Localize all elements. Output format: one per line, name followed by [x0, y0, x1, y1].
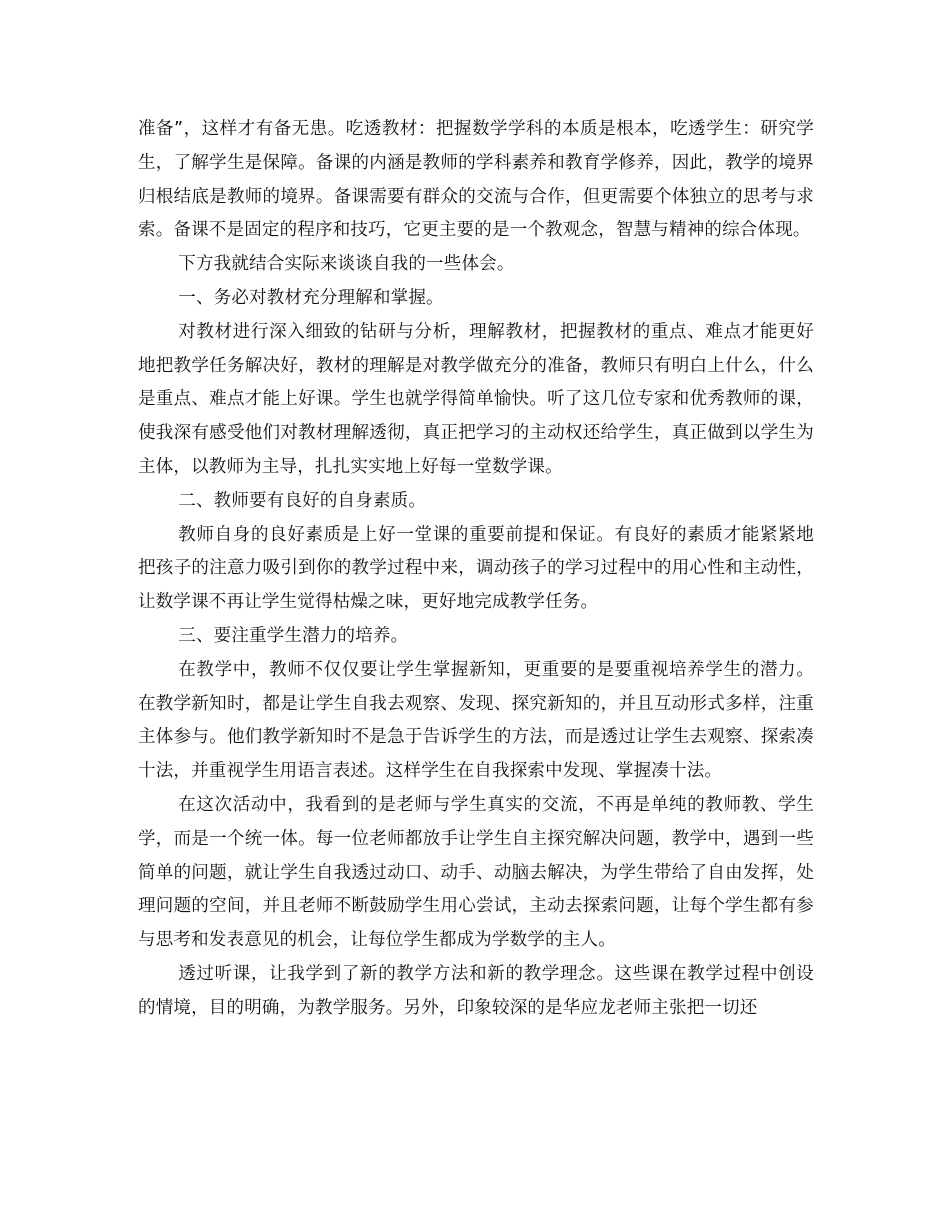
paragraph-3: 对教材进行深入细致的钻研与分析，理解教材，把握教材的重点、难点才能更好地把教学任务解决好，教材的理解是对教学做充分的准备，教师只有明白上什么，什么是重点、难点才能上好课。学生也就学得简单愉快。听了这几位专家和优秀教师的课，使我深有感受他们对教材理解透彻，真正把学习的主动权还给学生，真正做到以学生为主体，以教师为主导，扎扎实实地上好每一堂数学课。 — [138, 321, 814, 477]
section-heading-3: 三、要注重学生潜力的培养。 — [178, 625, 409, 646]
paragraph-5: 在教学中，教师不仅仅要让学生掌握新知，更重要的是要重视培养学生的潜力。在教学新知时，都是让学生自我去观察、发现、探究新知的，并且互动形式多样，注重主体参与。他们教学新知时不是急于告诉学生的方法，而是透过让学生去观察、探索凑十法，并重视学生用语言表述。这样学生在自我探索中发现、掌握凑十法。 — [138, 659, 814, 782]
section-heading-2: 二、教师要有良好的自身素质。 — [178, 490, 427, 511]
paragraph-2: 下方我就结合实际来谈谈自我的一些体会。 — [178, 254, 515, 275]
paragraph-7: 透过听课，让我学到了新的教学方法和新的教学理念。这些课在教学过程中创设的情境，目的明确，为教学服务。另外，印象较深的是华应龙老师主张把一切还 — [138, 963, 814, 1018]
paragraph-4: 教师自身的良好素质是上好一堂课的重要前提和保证。有良好的素质才能紧紧地把孩子的注意力吸引到你的教学过程中来，调动孩子的学习过程中的用心性和主动性，让数学课不再让学生觉得枯燥之味，更好地完成教学任务。 — [138, 524, 814, 613]
section-heading-1: 一、务必对教材充分理解和掌握。 — [178, 287, 444, 308]
paragraph-1: 准备”，这样才有备无患。吃透教材：把握数学学科的本质是根本，吃透学生：研究学生，了解学生是保障。备课的内涵是教师的学科素养和教育学修养，因此，教学的境界归根结底是教师的境界。备课需要有群众的交流与合作，但更需要个体独立的思考与求索。备课不是固定的程序和技巧，它更主要的是一个教观念，智慧与精神的综合体现。 — [138, 119, 814, 241]
paragraph-6: 在这次活动中，我看到的是老师与学生真实的交流，不再是单纯的教师教、学生学，而是一个统一体。每一位老师都放手让学生自主探究解决问题，教学中，遇到一些简单的问题，就让学生自我透过动口、动手、动脑去解决，为学生带给了自由发挥，处理问题的空间，并且老师不断鼓励学生用心尝试，主动去探索问题，让每个学生都有参与思考和发表意见的机会，让每位学生都成为学数学的主人。 — [138, 794, 814, 951]
document-body — [138, 113, 814, 1026]
